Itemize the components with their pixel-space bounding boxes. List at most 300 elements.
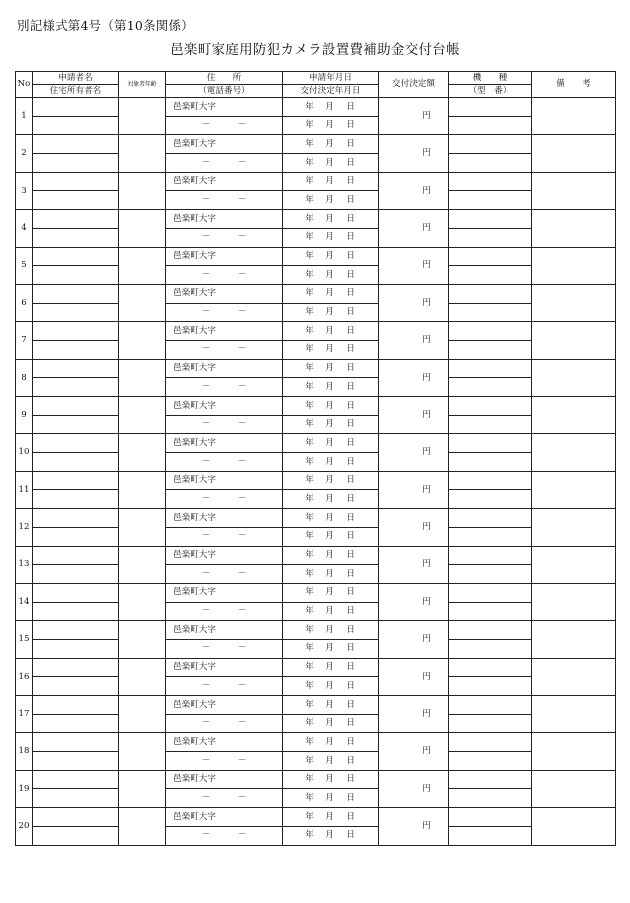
model-number-cell[interactable] xyxy=(449,789,532,808)
homeowner-name-cell[interactable] xyxy=(33,565,119,584)
month-label: 月 xyxy=(325,755,334,766)
year-label: 年 xyxy=(305,662,314,673)
row-number: 8 xyxy=(16,359,33,396)
remarks-cell[interactable] xyxy=(532,359,616,396)
model-number-cell[interactable] xyxy=(449,415,532,434)
model-number-cell[interactable] xyxy=(449,340,532,359)
applicant-name-cell[interactable] xyxy=(33,284,119,303)
phone-cell[interactable] xyxy=(166,677,283,696)
year-label: 年 xyxy=(305,400,314,411)
target-age-cell[interactable] xyxy=(119,583,166,620)
model-number-cell[interactable] xyxy=(449,714,532,733)
phone-cell[interactable] xyxy=(166,752,283,771)
model-cell[interactable] xyxy=(449,808,532,827)
target-age-cell[interactable] xyxy=(119,770,166,807)
phone-dash: － xyxy=(237,232,247,243)
model-cell[interactable] xyxy=(449,621,532,640)
application-date-cell[interactable] xyxy=(283,135,379,154)
homeowner-name-cell[interactable] xyxy=(33,191,119,210)
model-number-cell[interactable] xyxy=(449,602,532,621)
table-header xyxy=(16,72,616,98)
decision-date-cell[interactable] xyxy=(283,789,379,808)
phone-dash: － xyxy=(201,531,211,542)
model-cell[interactable] xyxy=(449,434,532,453)
decision-amount-cell[interactable]: 円 xyxy=(379,434,449,471)
model-cell[interactable] xyxy=(449,98,532,117)
decision-amount-cell[interactable]: 円 xyxy=(379,658,449,695)
month-label: 月 xyxy=(325,493,334,504)
decision-date-cell[interactable] xyxy=(283,415,379,434)
address-cell[interactable]: 邑楽町大字 xyxy=(166,621,283,640)
homeowner-name-cell[interactable] xyxy=(33,789,119,808)
applicant-name-cell[interactable] xyxy=(33,808,119,827)
table-row xyxy=(16,714,616,733)
table-row xyxy=(16,509,616,528)
remarks-cell[interactable] xyxy=(532,733,616,770)
application-date-cell[interactable] xyxy=(283,658,379,677)
homeowner-name-cell[interactable] xyxy=(33,116,119,135)
table-row xyxy=(16,583,616,602)
decision-date-cell[interactable] xyxy=(283,154,379,173)
target-age-cell[interactable] xyxy=(119,509,166,546)
phone-cell[interactable] xyxy=(166,340,283,359)
homeowner-name-cell[interactable] xyxy=(33,378,119,397)
phone-dash: － xyxy=(201,269,211,280)
row-number: 9 xyxy=(16,397,33,434)
applicant-name-cell[interactable] xyxy=(33,247,119,266)
application-date-cell[interactable] xyxy=(283,359,379,378)
decision-date-cell[interactable] xyxy=(283,116,379,135)
month-label: 月 xyxy=(325,531,334,542)
day-label: 日 xyxy=(346,568,355,579)
target-age-cell[interactable] xyxy=(119,397,166,434)
target-age-cell[interactable] xyxy=(119,359,166,396)
applicant-name-cell[interactable] xyxy=(33,397,119,416)
month-label: 月 xyxy=(325,512,334,523)
year-label: 年 xyxy=(305,587,314,598)
homeowner-name-cell[interactable] xyxy=(33,602,119,621)
year-label: 年 xyxy=(305,606,314,617)
applicant-name-cell[interactable] xyxy=(33,658,119,677)
phone-cell[interactable] xyxy=(166,789,283,808)
application-date-cell[interactable] xyxy=(283,247,379,266)
decision-date-cell[interactable] xyxy=(283,266,379,285)
month-label: 月 xyxy=(325,550,334,561)
decision-date-cell[interactable] xyxy=(283,303,379,322)
remarks-cell[interactable] xyxy=(532,284,616,321)
phone-cell[interactable] xyxy=(166,527,283,546)
homeowner-name-cell[interactable] xyxy=(33,677,119,696)
decision-amount-cell[interactable]: 円 xyxy=(379,322,449,359)
remarks-cell[interactable] xyxy=(532,583,616,620)
remarks-cell[interactable] xyxy=(532,247,616,284)
decision-date-cell[interactable] xyxy=(283,826,379,845)
decision-date-cell[interactable] xyxy=(283,714,379,733)
model-cell[interactable] xyxy=(449,284,532,303)
document-title: 邑楽町家庭用防犯カメラ設置費補助金交付台帳 xyxy=(170,42,460,58)
decision-amount-cell[interactable]: 円 xyxy=(379,696,449,733)
target-age-cell[interactable] xyxy=(119,284,166,321)
homeowner-name-cell[interactable] xyxy=(33,527,119,546)
address-cell[interactable]: 邑楽町大字 xyxy=(166,172,283,191)
header-decision-date: 交付決定年月日 xyxy=(283,85,379,98)
applicant-name-cell[interactable] xyxy=(33,471,119,490)
month-label: 月 xyxy=(325,419,334,430)
phone-dash: － xyxy=(201,606,211,617)
row-number: 4 xyxy=(16,210,33,247)
remarks-cell[interactable] xyxy=(532,808,616,845)
remarks-cell[interactable] xyxy=(532,696,616,733)
remarks-cell[interactable] xyxy=(532,397,616,434)
decision-amount-cell[interactable]: 円 xyxy=(379,359,449,396)
target-age-cell[interactable] xyxy=(119,434,166,471)
model-cell[interactable] xyxy=(449,135,532,154)
applicant-name-cell[interactable] xyxy=(33,434,119,453)
table-row xyxy=(16,527,616,546)
row-number: 1 xyxy=(16,98,33,135)
decision-date-cell[interactable] xyxy=(283,191,379,210)
application-date-cell[interactable] xyxy=(283,696,379,715)
year-label: 年 xyxy=(305,718,314,729)
table-row xyxy=(16,639,616,658)
target-age-cell[interactable] xyxy=(119,471,166,508)
decision-amount-cell[interactable]: 円 xyxy=(379,471,449,508)
application-date-cell[interactable] xyxy=(283,621,379,640)
day-label: 日 xyxy=(346,194,355,205)
decision-amount-cell[interactable]: 円 xyxy=(379,583,449,620)
decision-amount-cell[interactable]: 円 xyxy=(379,621,449,658)
address-cell[interactable]: 邑楽町大字 xyxy=(166,471,283,490)
homeowner-name-cell[interactable] xyxy=(33,340,119,359)
decision-date-cell[interactable] xyxy=(283,565,379,584)
table-row xyxy=(16,546,616,565)
applicant-name-cell[interactable] xyxy=(33,696,119,715)
application-date-cell[interactable] xyxy=(283,322,379,341)
form-number: 別記様式第4号（第10条関係） xyxy=(17,18,194,33)
model-number-cell[interactable] xyxy=(449,228,532,247)
decision-date-cell[interactable] xyxy=(283,490,379,509)
phone-cell[interactable] xyxy=(166,602,283,621)
phone-dash: － xyxy=(201,456,211,467)
applicant-name-cell[interactable] xyxy=(33,509,119,528)
address-cell[interactable]: 邑楽町大字 xyxy=(166,210,283,229)
target-age-cell[interactable] xyxy=(119,546,166,583)
day-label: 日 xyxy=(346,269,355,280)
table-row xyxy=(16,98,616,117)
month-label: 月 xyxy=(325,736,334,747)
model-number-cell[interactable] xyxy=(449,826,532,845)
phone-dash: － xyxy=(201,120,211,131)
year-label: 年 xyxy=(305,157,314,168)
phone-cell[interactable] xyxy=(166,490,283,509)
target-age-cell[interactable] xyxy=(119,621,166,658)
model-number-cell[interactable] xyxy=(449,677,532,696)
month-label: 月 xyxy=(325,120,334,131)
year-label: 年 xyxy=(305,774,314,785)
applicant-name-cell[interactable] xyxy=(33,98,119,117)
model-cell[interactable] xyxy=(449,658,532,677)
remarks-cell[interactable] xyxy=(532,322,616,359)
address-cell[interactable]: 邑楽町大字 xyxy=(166,583,283,602)
applicant-name-cell[interactable] xyxy=(33,770,119,789)
address-cell[interactable]: 邑楽町大字 xyxy=(166,247,283,266)
decision-amount-cell[interactable]: 円 xyxy=(379,733,449,770)
remarks-cell[interactable] xyxy=(532,210,616,247)
phone-cell[interactable] xyxy=(166,228,283,247)
application-date-cell[interactable] xyxy=(283,434,379,453)
model-number-cell[interactable] xyxy=(449,154,532,173)
address-cell[interactable]: 邑楽町大字 xyxy=(166,733,283,752)
phone-dash: － xyxy=(237,120,247,131)
month-label: 月 xyxy=(325,157,334,168)
target-age-cell[interactable] xyxy=(119,322,166,359)
phone-dash: － xyxy=(237,493,247,504)
phone-cell[interactable] xyxy=(166,378,283,397)
application-date-cell[interactable] xyxy=(283,471,379,490)
day-label: 日 xyxy=(346,381,355,392)
month-label: 月 xyxy=(325,680,334,691)
phone-dash: － xyxy=(237,830,247,841)
address-cell[interactable]: 邑楽町大字 xyxy=(166,135,283,154)
address-cell[interactable]: 邑楽町大字 xyxy=(166,322,283,341)
model-number-cell[interactable] xyxy=(449,490,532,509)
remarks-cell[interactable] xyxy=(532,770,616,807)
phone-cell[interactable] xyxy=(166,116,283,135)
decision-amount-cell[interactable]: 円 xyxy=(379,135,449,172)
model-cell[interactable] xyxy=(449,770,532,789)
decision-amount-cell[interactable]: 円 xyxy=(379,98,449,135)
table-row xyxy=(16,359,616,378)
application-date-cell[interactable] xyxy=(283,808,379,827)
address-cell[interactable]: 邑楽町大字 xyxy=(166,359,283,378)
year-label: 年 xyxy=(305,232,314,243)
decision-date-cell[interactable] xyxy=(283,340,379,359)
remarks-cell[interactable] xyxy=(532,509,616,546)
month-label: 月 xyxy=(325,587,334,598)
remarks-cell[interactable] xyxy=(532,658,616,695)
model-number-cell[interactable] xyxy=(449,639,532,658)
model-number-cell[interactable] xyxy=(449,303,532,322)
header-no: No xyxy=(16,72,33,98)
phone-cell[interactable] xyxy=(166,565,283,584)
address-cell[interactable]: 邑楽町大字 xyxy=(166,284,283,303)
phone-cell[interactable] xyxy=(166,639,283,658)
address-cell[interactable]: 邑楽町大字 xyxy=(166,509,283,528)
applicant-name-cell[interactable] xyxy=(33,546,119,565)
header-application-date: 申請年月日 xyxy=(283,72,379,85)
phone-dash: － xyxy=(237,680,247,691)
model-cell[interactable] xyxy=(449,397,532,416)
table-row xyxy=(16,397,616,416)
target-age-cell[interactable] xyxy=(119,98,166,135)
homeowner-name-cell[interactable] xyxy=(33,752,119,771)
application-date-cell[interactable] xyxy=(283,284,379,303)
remarks-cell[interactable] xyxy=(532,135,616,172)
address-cell[interactable]: 邑楽町大字 xyxy=(166,434,283,453)
application-date-cell[interactable] xyxy=(283,546,379,565)
application-date-cell[interactable] xyxy=(283,583,379,602)
homeowner-name-cell[interactable] xyxy=(33,415,119,434)
remarks-cell[interactable] xyxy=(532,471,616,508)
address-cell[interactable]: 邑楽町大字 xyxy=(166,658,283,677)
row-number: 16 xyxy=(16,658,33,695)
application-date-cell[interactable] xyxy=(283,397,379,416)
decision-date-cell[interactable] xyxy=(283,752,379,771)
homeowner-name-cell[interactable] xyxy=(33,639,119,658)
application-date-cell[interactable] xyxy=(283,733,379,752)
model-cell[interactable] xyxy=(449,509,532,528)
homeowner-name-cell[interactable] xyxy=(33,714,119,733)
applicant-name-cell[interactable] xyxy=(33,322,119,341)
applicant-name-cell[interactable] xyxy=(33,583,119,602)
phone-cell[interactable] xyxy=(166,303,283,322)
remarks-cell[interactable] xyxy=(532,434,616,471)
decision-date-cell[interactable] xyxy=(283,677,379,696)
address-cell[interactable]: 邑楽町大字 xyxy=(166,98,283,117)
month-label: 月 xyxy=(325,213,334,224)
applicant-name-cell[interactable] xyxy=(33,210,119,229)
application-date-cell[interactable] xyxy=(283,509,379,528)
model-number-cell[interactable] xyxy=(449,752,532,771)
decision-date-cell[interactable] xyxy=(283,378,379,397)
homeowner-name-cell[interactable] xyxy=(33,490,119,509)
row-number: 10 xyxy=(16,434,33,471)
target-age-cell[interactable] xyxy=(119,210,166,247)
month-label: 月 xyxy=(325,381,334,392)
decision-date-cell[interactable] xyxy=(283,527,379,546)
decision-amount-cell[interactable]: 円 xyxy=(379,247,449,284)
address-cell[interactable]: 邑楽町大字 xyxy=(166,397,283,416)
model-cell[interactable] xyxy=(449,247,532,266)
decision-date-cell[interactable] xyxy=(283,602,379,621)
target-age-cell[interactable] xyxy=(119,172,166,209)
remarks-cell[interactable] xyxy=(532,546,616,583)
target-age-cell[interactable] xyxy=(119,733,166,770)
model-cell[interactable] xyxy=(449,546,532,565)
phone-dash: － xyxy=(237,194,247,205)
homeowner-name-cell[interactable] xyxy=(33,453,119,472)
applicant-name-cell[interactable] xyxy=(33,621,119,640)
table-row xyxy=(16,565,616,584)
homeowner-name-cell[interactable] xyxy=(33,826,119,845)
phone-cell[interactable] xyxy=(166,415,283,434)
target-age-cell[interactable] xyxy=(119,247,166,284)
model-number-cell[interactable] xyxy=(449,565,532,584)
model-cell[interactable] xyxy=(449,210,532,229)
table-body xyxy=(16,98,616,846)
remarks-cell[interactable] xyxy=(532,98,616,135)
day-label: 日 xyxy=(346,531,355,542)
model-number-cell[interactable] xyxy=(449,266,532,285)
decision-amount-cell[interactable]: 円 xyxy=(379,808,449,845)
day-label: 日 xyxy=(346,550,355,561)
phone-cell[interactable] xyxy=(166,714,283,733)
applicant-name-cell[interactable] xyxy=(33,733,119,752)
table-row xyxy=(16,733,616,752)
year-label: 年 xyxy=(305,381,314,392)
table-row xyxy=(16,154,616,173)
remarks-cell[interactable] xyxy=(532,621,616,658)
model-cell[interactable] xyxy=(449,172,532,191)
address-cell[interactable]: 邑楽町大字 xyxy=(166,546,283,565)
phone-dash: － xyxy=(237,381,247,392)
phone-dash: － xyxy=(201,755,211,766)
decision-amount-cell[interactable]: 円 xyxy=(379,509,449,546)
application-date-cell[interactable] xyxy=(283,210,379,229)
header-model: 機 種 xyxy=(449,72,532,85)
model-cell[interactable] xyxy=(449,583,532,602)
target-age-cell[interactable] xyxy=(119,808,166,845)
month-label: 月 xyxy=(325,194,334,205)
decision-date-cell[interactable] xyxy=(283,639,379,658)
decision-date-cell[interactable] xyxy=(283,228,379,247)
year-label: 年 xyxy=(305,251,314,262)
header-remarks: 備 考 xyxy=(532,72,616,98)
phone-cell[interactable] xyxy=(166,266,283,285)
day-label: 日 xyxy=(346,325,355,336)
applicant-name-cell[interactable] xyxy=(33,135,119,154)
homeowner-name-cell[interactable] xyxy=(33,303,119,322)
model-number-cell[interactable] xyxy=(449,191,532,210)
application-date-cell[interactable] xyxy=(283,98,379,117)
homeowner-name-cell[interactable] xyxy=(33,266,119,285)
phone-cell[interactable] xyxy=(166,191,283,210)
phone-cell[interactable] xyxy=(166,453,283,472)
table-row xyxy=(16,696,616,715)
application-date-cell[interactable] xyxy=(283,172,379,191)
target-age-cell[interactable] xyxy=(119,135,166,172)
homeowner-name-cell[interactable] xyxy=(33,154,119,173)
applicant-name-cell[interactable] xyxy=(33,359,119,378)
model-cell[interactable] xyxy=(449,359,532,378)
model-cell[interactable] xyxy=(449,696,532,715)
decision-date-cell[interactable] xyxy=(283,453,379,472)
decision-amount-cell[interactable]: 円 xyxy=(379,770,449,807)
decision-amount-cell[interactable]: 円 xyxy=(379,284,449,321)
application-date-cell[interactable] xyxy=(283,770,379,789)
address-cell[interactable]: 邑楽町大字 xyxy=(166,696,283,715)
model-number-cell[interactable] xyxy=(449,527,532,546)
table-row xyxy=(16,303,616,322)
phone-cell[interactable] xyxy=(166,826,283,845)
month-label: 月 xyxy=(325,232,334,243)
model-number-cell[interactable] xyxy=(449,453,532,472)
target-age-cell[interactable] xyxy=(119,658,166,695)
remarks-cell[interactable] xyxy=(532,172,616,209)
model-cell[interactable] xyxy=(449,471,532,490)
model-number-cell[interactable] xyxy=(449,116,532,135)
target-age-cell[interactable] xyxy=(119,696,166,733)
decision-amount-cell[interactable]: 円 xyxy=(379,172,449,209)
model-cell[interactable] xyxy=(449,322,532,341)
day-label: 日 xyxy=(346,830,355,841)
year-label: 年 xyxy=(305,531,314,542)
model-number-cell[interactable] xyxy=(449,378,532,397)
phone-dash: － xyxy=(237,419,247,430)
decision-amount-cell[interactable]: 円 xyxy=(379,546,449,583)
homeowner-name-cell[interactable] xyxy=(33,228,119,247)
year-label: 年 xyxy=(305,176,314,187)
decision-amount-cell[interactable]: 円 xyxy=(379,397,449,434)
phone-dash: － xyxy=(237,531,247,542)
model-cell[interactable] xyxy=(449,733,532,752)
address-cell[interactable]: 邑楽町大字 xyxy=(166,808,283,827)
decision-amount-cell[interactable]: 円 xyxy=(379,210,449,247)
address-cell[interactable]: 邑楽町大字 xyxy=(166,770,283,789)
applicant-name-cell[interactable] xyxy=(33,172,119,191)
phone-cell[interactable] xyxy=(166,154,283,173)
month-label: 月 xyxy=(325,288,334,299)
